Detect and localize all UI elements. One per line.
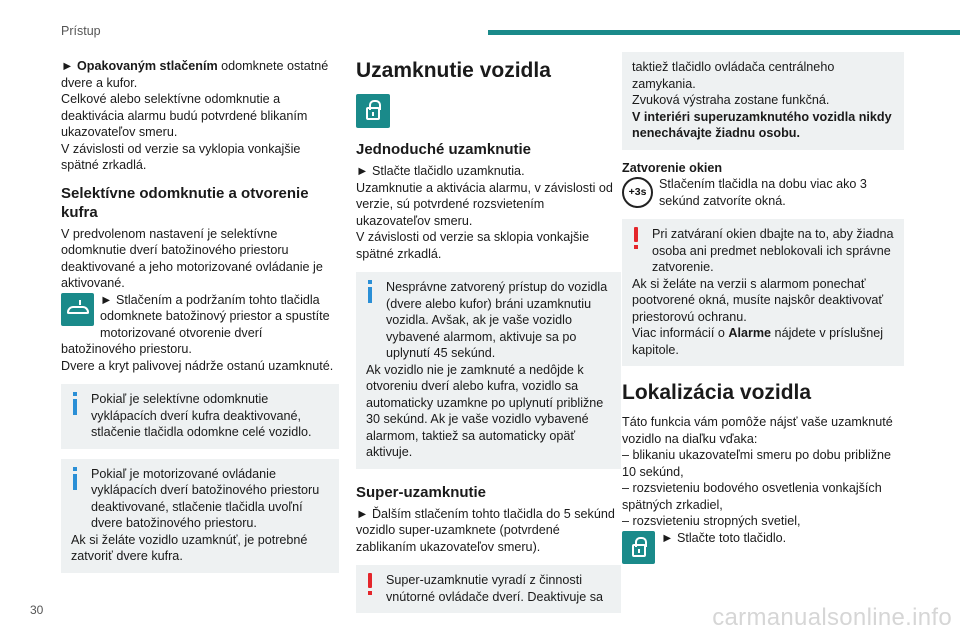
list-item: – rozsvieteniu bodového osvetlenia vonkajších spätných zrkadiel, — [622, 481, 882, 512]
section-title-locate: Lokalizácia vozidla — [622, 381, 812, 404]
info-note — [61, 384, 339, 449]
paragraph: ► Stlačením a podržaním tohto tlačidla odomknete batožinový priestor a spustíte motorizované otvorenie dverí batožinového priestoru. — [61, 292, 330, 356]
paragraph: Dvere a kryt palivovej nádrže ostanú uzamknuté. — [61, 358, 334, 373]
section-heading-super: Super-uzamknutie — [356, 483, 487, 501]
text: odomknete ostatné dvere a kufor. — [61, 59, 329, 90]
note-text: Ak vozidlo nie je zamknuté a nedôjde k otvoreniu dverí alebo kufra, vozidlo sa automaticky uzamkne po uplynutí približne 30 sekúnd. Ak je vaše vozidlo vybavené alarmom, taktiež sa automaticky opäť aktivuje. — [366, 362, 604, 459]
text: nájdete v príslušnej kapitole. — [632, 326, 884, 357]
note-text: taktiež tlačidlo ovládača centrálneho zamykania. — [632, 60, 835, 91]
bold-lead: ► Opakovaným stlačením — [61, 59, 218, 73]
paragraph: ► Stlačte tlačidlo uzamknutia. — [356, 164, 525, 178]
column-2 — [356, 58, 621, 613]
note-text: Super-uzamknutie vyradí z činnosti vnútorné ovládače dverí. Deaktivuje sa — [386, 573, 604, 604]
paragraph: Stlačením tlačidla na dobu viac ako 3 sekúnd zatvoríte okná. — [659, 177, 867, 208]
info-icon — [363, 280, 377, 304]
header-title: Prístup — [61, 24, 101, 38]
note-text: Pokiaľ je selektívne odomknutie vyklápacích dverí kufra deaktivované, stlačenie tlačidla odomkne celé vozidlo. — [91, 392, 312, 439]
note-text: V interiéri superuzamknutého vozidla nikdy nenechávajte žiadnu osobu. — [632, 109, 892, 140]
paragraph: V závislosti od verzie sa vyklopia vonkajšie spätné zrkadlá. — [61, 141, 301, 172]
window-instruction — [622, 176, 904, 209]
warning-note-continued — [622, 52, 904, 150]
paragraph: Celkové alebo selektívne odomknutie a deaktivácia alarmu budú potvrdené blikaním ukazovateľov smeru. — [61, 92, 308, 139]
paragraph: ► Ďalším stlačením tohto tlačidla do 5 sekúnd vozidlo super-uzamknete (potvrdené zablikaním ukazovateľov smeru). — [356, 506, 615, 554]
note-text — [632, 325, 894, 358]
note-text: Pokiaľ je motorizované ovládanie vyklápacích dverí batožinového priestoru deaktivované, stlačenie tlačidla uvoľní dvere batožinového priestoru. — [91, 466, 320, 530]
bold-text: Alarme — [728, 326, 772, 340]
subheading-windows: Zatvorenie okien — [622, 160, 723, 175]
warning-icon — [629, 227, 643, 251]
window-3s-icon: +3s — [622, 177, 653, 208]
warning-note — [356, 565, 621, 613]
note-text: Zvuková výstraha zostane funkčná. — [632, 93, 830, 107]
info-icon — [68, 392, 82, 416]
header-bar — [488, 30, 960, 35]
list-item: – rozsvieteniu stropných svetiel, — [622, 514, 801, 528]
note-text: Ak si želáte vozidlo uzamknúť, je potrebné zatvoriť dvere kufra. — [71, 532, 308, 563]
info-icon — [68, 467, 82, 491]
info-note — [356, 272, 621, 469]
page-number: 30 — [30, 603, 44, 617]
info-note — [61, 459, 339, 573]
section-heading-simple: Jednoduché uzamknutie — [356, 141, 532, 158]
note-text: Pri zatváraní okien dbajte na to, aby žiadna osoba ani predmet neblokovali ich správne zatvorenie. — [652, 227, 894, 274]
lock-icon — [622, 531, 655, 564]
paragraph: V predvolenom nastavení je selektívne odomknutie dverí batožinového priestoru deaktivované a jeho motorizované ovládanie je aktivované. — [61, 226, 323, 290]
lock-icon — [356, 94, 390, 128]
text: Viac informácií o — [632, 326, 729, 340]
paragraph: Uzamknutie a aktivácia alarmu, v závislosti od verzie, sú potvrdené rozsvietením ukazovateľov smeru. — [356, 180, 613, 228]
note-text: Nesprávne zatvorený prístup do vozidla (dvere alebo kufor) bráni uzamknutiu vozidla. Avšak, ak je vaše vozidlo vybavené alarmom, aktivuje sa po uplynutí 45 sekúnd. — [386, 280, 608, 360]
locate-instruction — [622, 530, 904, 566]
watermark: carmanualsonline.info — [712, 604, 952, 631]
column-3 — [622, 52, 904, 566]
warning-note — [622, 219, 904, 366]
trunk-instruction — [61, 292, 339, 358]
warning-icon — [363, 573, 377, 597]
paragraph: V závislosti od verzie sa sklopia vonkajšie spätné zrkadlá. — [356, 230, 590, 261]
note-text: Ak si želáte na verzii s alarmom ponechať pootvorené okná, musíte najskôr deaktivovať priestorovú ochranu. — [632, 276, 884, 324]
paragraph — [61, 58, 339, 91]
paragraph: ► Stlačte toto tlačidlo. — [661, 530, 787, 545]
column-1 — [61, 58, 339, 573]
section-title-lock: Uzamknutie vozidla — [356, 59, 551, 82]
trunk-icon — [61, 293, 94, 326]
list-item: – blikaniu ukazovateľmi smeru po dobu približne 10 sekúnd, — [622, 448, 891, 479]
section-heading-selective: Selektívne odomknutie a otvorenie kufra — [61, 184, 309, 221]
paragraph: Táto funkcia vám pomôže nájsť vaše uzamknuté vozidlo na diaľku vďaka: — [622, 415, 893, 446]
